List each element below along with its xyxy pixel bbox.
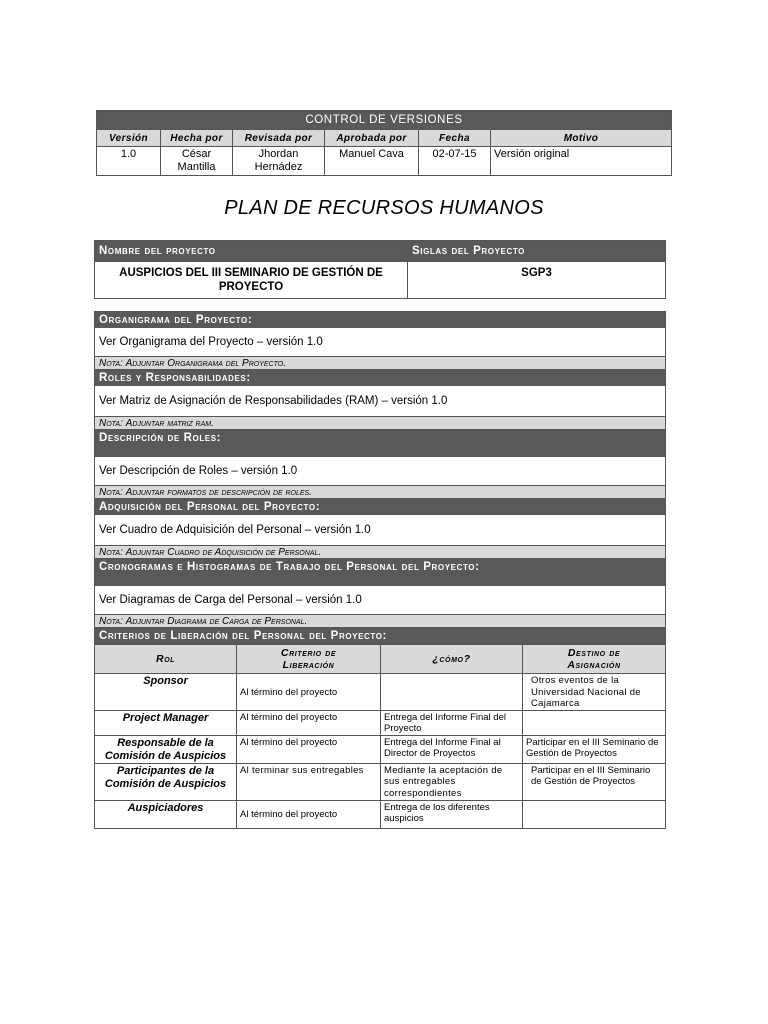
destino-cell	[523, 710, 666, 735]
column-header-motivo: Motivo	[491, 130, 672, 147]
section-note-cronogramas: Nota: Adjuntar Diagrama de Carga de Personal.	[94, 614, 666, 627]
version-value: 1.0	[97, 147, 161, 176]
destino-cell: Otros eventos de la Universidad Nacional de Cajamarca	[523, 674, 666, 711]
section-body-adquisicion: Ver Cuadro de Adquisición del Personal – versión 1.0	[94, 515, 666, 545]
criterio-cell: Al terminar sus entregables	[237, 763, 381, 800]
section-note-descripcion-roles: Nota: Adjuntar formatos de descripción de roles.	[94, 485, 666, 498]
section-header-adquisicion: Adquisición del Personal del Proyecto:	[94, 498, 666, 515]
criterio-cell: Al término del proyecto	[237, 710, 381, 735]
section-body-descripcion-roles: Ver Descripción de Roles – versión 1.0	[94, 457, 666, 485]
section-note-organigrama: Nota: Adjuntar Organigrama del Proyecto.	[94, 356, 666, 369]
motivo-value: Versión original	[491, 147, 672, 176]
project-info-table	[94, 240, 666, 299]
section-note-roles: Nota: Adjuntar matriz ram.	[94, 416, 666, 429]
version-control-title: CONTROL DE VERSIONES	[97, 111, 672, 130]
destino-cell: Participar en el III Seminario de Gestión de Proyectos	[523, 735, 666, 763]
column-header-fecha: Fecha	[419, 130, 491, 147]
criterios-table	[94, 644, 666, 829]
section-note-adquisicion: Nota: Adjuntar Cuadro de Adquisición de Personal.	[94, 545, 666, 558]
como-cell: Entrega del Informe Final del Proyecto	[381, 710, 523, 735]
table-row	[97, 147, 672, 176]
como-cell: Mediante la aceptación de sus entregables correspondientes	[381, 763, 523, 800]
criterio-cell: Al término del proyecto	[237, 735, 381, 763]
section-header-descripcion-roles: Descripción de Roles:	[94, 429, 666, 457]
column-header-aprobada-por: Aprobada por	[325, 130, 419, 147]
sections-block	[94, 311, 666, 829]
como-cell: Entrega de los diferentes auspicios	[381, 800, 523, 828]
version-control-table	[96, 110, 672, 176]
section-header-organigrama: Organigrama del Proyecto:	[94, 311, 666, 328]
nombre-proyecto-label: Nombre del proyecto	[95, 241, 408, 262]
rol-cell: Sponsor	[95, 674, 237, 711]
column-header-como: ¿cómo?	[381, 645, 523, 674]
criterio-cell: Al término del proyecto	[237, 674, 381, 711]
rol-cell: Participantes de la Comisión de Auspicios	[95, 763, 237, 800]
table-row	[95, 710, 666, 735]
table-row	[95, 674, 666, 711]
nombre-proyecto-value: AUSPICIOS DEL III SEMINARIO DE GESTIÓN DE PROYECTO	[95, 262, 408, 299]
section-body-cronogramas: Ver Diagramas de Carga del Personal – versión 1.0	[94, 586, 666, 614]
column-header-version: Versión	[97, 130, 161, 147]
page-title: PLAN DE RECURSOS HUMANOS	[224, 197, 544, 219]
table-row	[95, 800, 666, 828]
column-header-rol: Rol	[95, 645, 237, 674]
destino-cell: Participar en el III Seminario de Gestión de Proyectos	[523, 763, 666, 800]
rol-cell: Auspiciadores	[95, 800, 237, 828]
section-body-organigrama: Ver Organigrama del Proyecto – versión 1.0	[94, 328, 666, 356]
section-body-roles: Ver Matriz de Asignación de Responsabilidades (RAM) – versión 1.0	[94, 386, 666, 416]
table-row	[95, 763, 666, 800]
section-header-criterios: Criterios de Liberación del Personal del Proyecto:	[94, 627, 666, 644]
criterio-cell: Al término del proyecto	[237, 800, 381, 828]
destino-cell	[523, 800, 666, 828]
column-header-destino: Destino de Asignación	[523, 645, 666, 674]
aprobada-por-value: Manuel Cava	[325, 147, 419, 176]
siglas-proyecto-label: Siglas del Proyecto	[408, 241, 666, 262]
section-header-cronogramas: Cronogramas e Histogramas de Trabajo del Personal del Proyecto:	[94, 558, 666, 586]
table-row	[95, 735, 666, 763]
revisada-por-value: Jhordan Hernádez	[233, 147, 325, 176]
column-header-hecha-por: Hecha por	[161, 130, 233, 147]
section-header-roles: Roles y Responsabilidades:	[94, 369, 666, 386]
column-header-criterio: Criterio de Liberación	[237, 645, 381, 674]
hecha-por-value: César Mantilla	[161, 147, 233, 176]
siglas-proyecto-value: SGP3	[408, 262, 666, 299]
fecha-value: 02-07-15	[419, 147, 491, 176]
como-cell: Entrega del Informe Final al Director de Proyectos	[381, 735, 523, 763]
column-header-revisada-por: Revisada por	[233, 130, 325, 147]
rol-cell: Responsable de la Comisión de Auspicios	[95, 735, 237, 763]
como-cell	[381, 674, 523, 711]
rol-cell: Project Manager	[95, 710, 237, 735]
